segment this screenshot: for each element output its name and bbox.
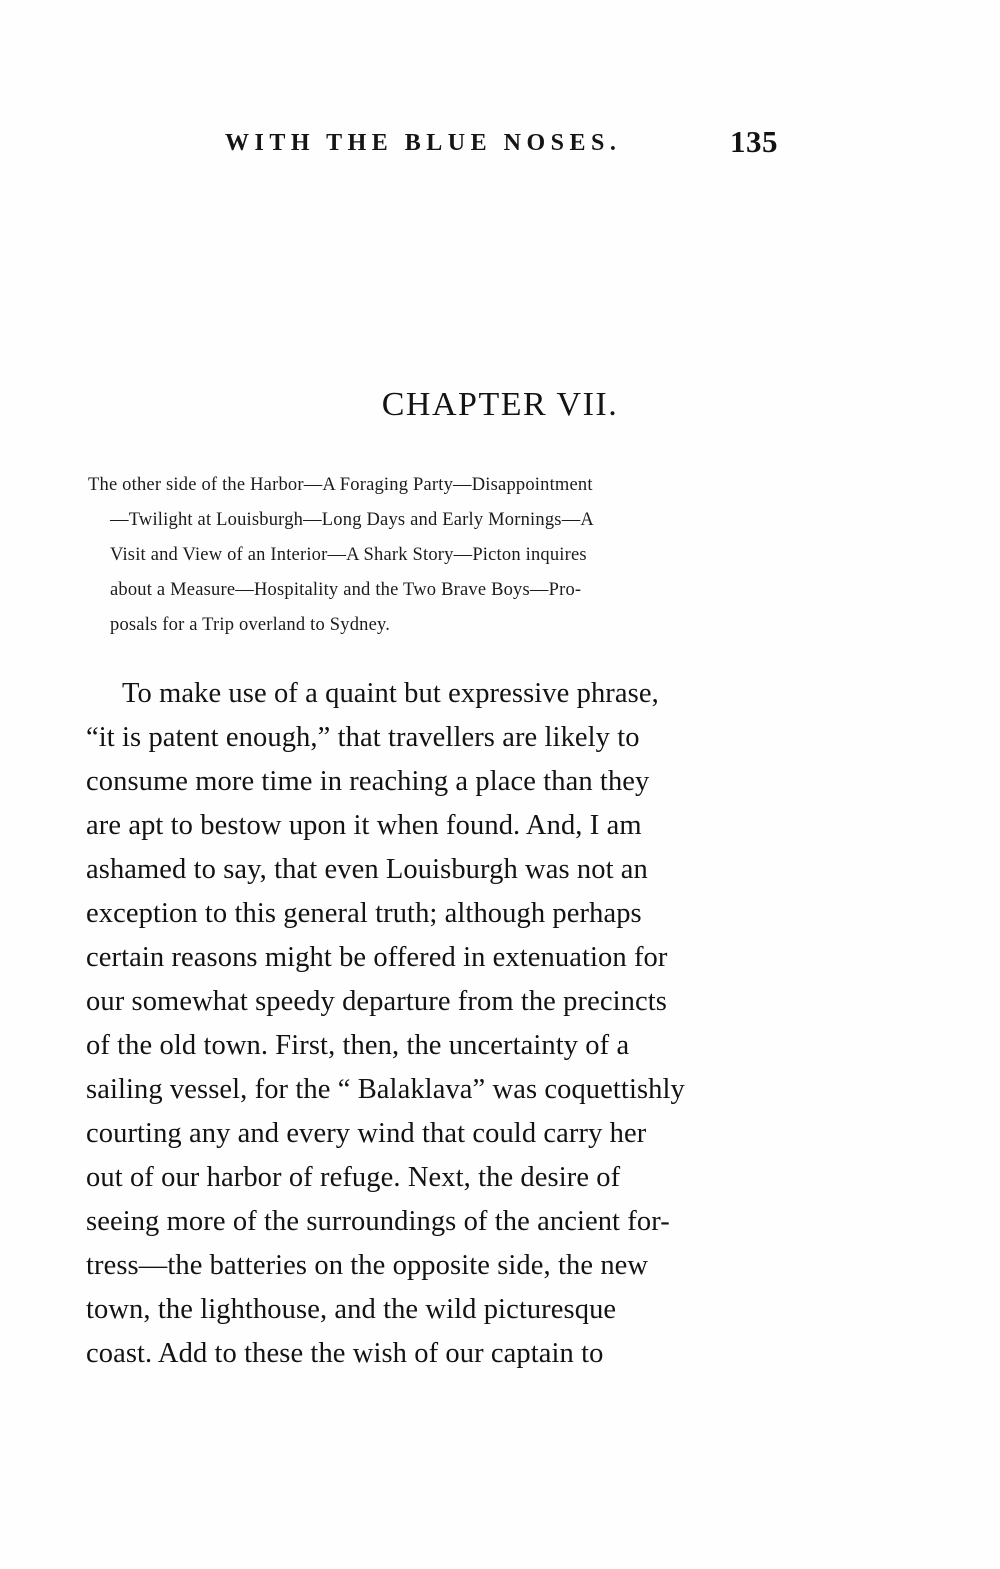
chapter-heading: CHAPTER VII. xyxy=(381,386,619,423)
body-line: sailing vessel, for the “ Balaklava” was coquettishly xyxy=(86,1074,685,1105)
synopsis-line: —Twilight at Louisburgh—Long Days and Early Mornings—A xyxy=(110,510,594,530)
body-line: tress—the batteries on the opposite side, the new xyxy=(86,1250,649,1281)
body-line: courting any and every wind that could carry her xyxy=(86,1118,647,1149)
body-line: our somewhat speedy departure from the precincts xyxy=(86,986,667,1017)
body-line: coast. Add to these the wish of our captain to xyxy=(86,1338,604,1369)
body-line: out of our harbor of refuge. Next, the desire of xyxy=(86,1162,621,1193)
synopsis-line: about a Measure—Hospitality and the Two Brave Boys—Pro- xyxy=(110,580,582,600)
running-head xyxy=(0,124,1000,176)
running-title: WITH THE BLUE NOSES. xyxy=(225,130,622,156)
body-line: ashamed to say, that even Louisburgh was not an xyxy=(86,854,648,885)
body-text xyxy=(86,672,786,1376)
body-line: consume more time in reaching a place than they xyxy=(86,766,650,797)
synopsis-line: The other side of the Harbor—A Foraging Party—Disappointment xyxy=(88,475,593,495)
body-line: town, the lighthouse, and the wild picturesque xyxy=(86,1294,617,1325)
synopsis-line: Visit and View of an Interior—A Shark Story—Picton inquires xyxy=(110,545,587,565)
chapter-synopsis xyxy=(88,468,788,643)
body-line: of the old town. First, then, the uncertainty of a xyxy=(86,1030,630,1061)
body-line: To make use of a quaint but expressive phrase, xyxy=(122,678,659,709)
synopsis-line: posals for a Trip overland to Sydney. xyxy=(110,615,391,635)
body-line: certain reasons might be offered in extenuation for xyxy=(86,942,668,973)
body-line: “it is patent enough,” that travellers are likely to xyxy=(86,722,640,753)
page-number: 135 xyxy=(730,124,778,159)
body-line: seeing more of the surroundings of the ancient for- xyxy=(86,1206,670,1237)
body-line: exception to this general truth; although perhaps xyxy=(86,898,642,929)
body-line: are apt to bestow upon it when found. And, I am xyxy=(86,810,642,841)
